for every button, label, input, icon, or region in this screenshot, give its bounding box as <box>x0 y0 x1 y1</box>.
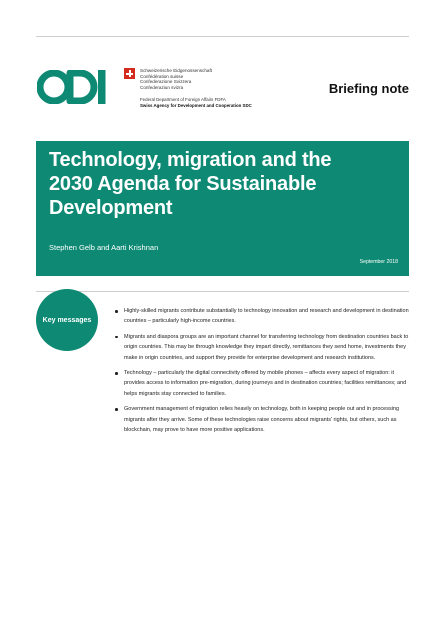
swiss-department <box>140 97 252 108</box>
key-messages-badge: Key messages <box>36 289 98 351</box>
swiss-flag-icon <box>124 68 135 79</box>
swiss-confederation-names: Schweizerische Eidgenossenschaft Confédération suisse Confederazione Svizzera Confederaziun svizra <box>140 68 213 90</box>
top-rule <box>36 36 409 37</box>
list-item: Highly-skilled migrants contribute substantially to technology innovation and research and development in destination countries – particularly high-income countries. <box>115 306 409 327</box>
bullet-icon <box>115 336 118 339</box>
section-rule <box>36 291 409 292</box>
key-messages-list <box>115 306 409 440</box>
list-item: Government management of migration relies heavily on technology, both in keeping people out and in processing migrants after they arrive. Some of these technologies raise concerns about migrants’ rights, but others, such as blockchain, may prove to have more positive applications. <box>115 404 409 435</box>
agency-name: Swiss Agency for Development and Cooperation SDC <box>140 102 252 108</box>
document-type: Briefing note <box>328 81 409 96</box>
bullet-icon <box>115 408 118 411</box>
title-banner <box>36 141 409 276</box>
department-name: Federal Department of Foreign Affairs FDFA <box>140 97 226 102</box>
page-title: Technology, migration and the 2030 Agenda for Sustainable Development <box>49 149 332 219</box>
publication-date: September 2018 <box>359 259 398 265</box>
list-item: Migrants and diaspora groups are an important channel for transferring technology from destination countries back to origin countries. This may be through knowledge they impart directly, remittances they send home, investments they make in origin countries, and support they provide for enterprise development and research institutions. <box>115 332 409 363</box>
authors: Stephen Gelb and Aarti Krishnan <box>49 243 159 252</box>
odi-logo <box>37 70 111 104</box>
list-item: Technology – particularly the digital connectivity offered by mobile phones – affects every aspect of migration: it provides access to information pre-migration, during journeys and in destination countries; facilities remittances; and helps migrants stay connected to families. <box>115 368 409 399</box>
bullet-icon <box>115 310 118 313</box>
bullet-icon <box>115 372 118 375</box>
